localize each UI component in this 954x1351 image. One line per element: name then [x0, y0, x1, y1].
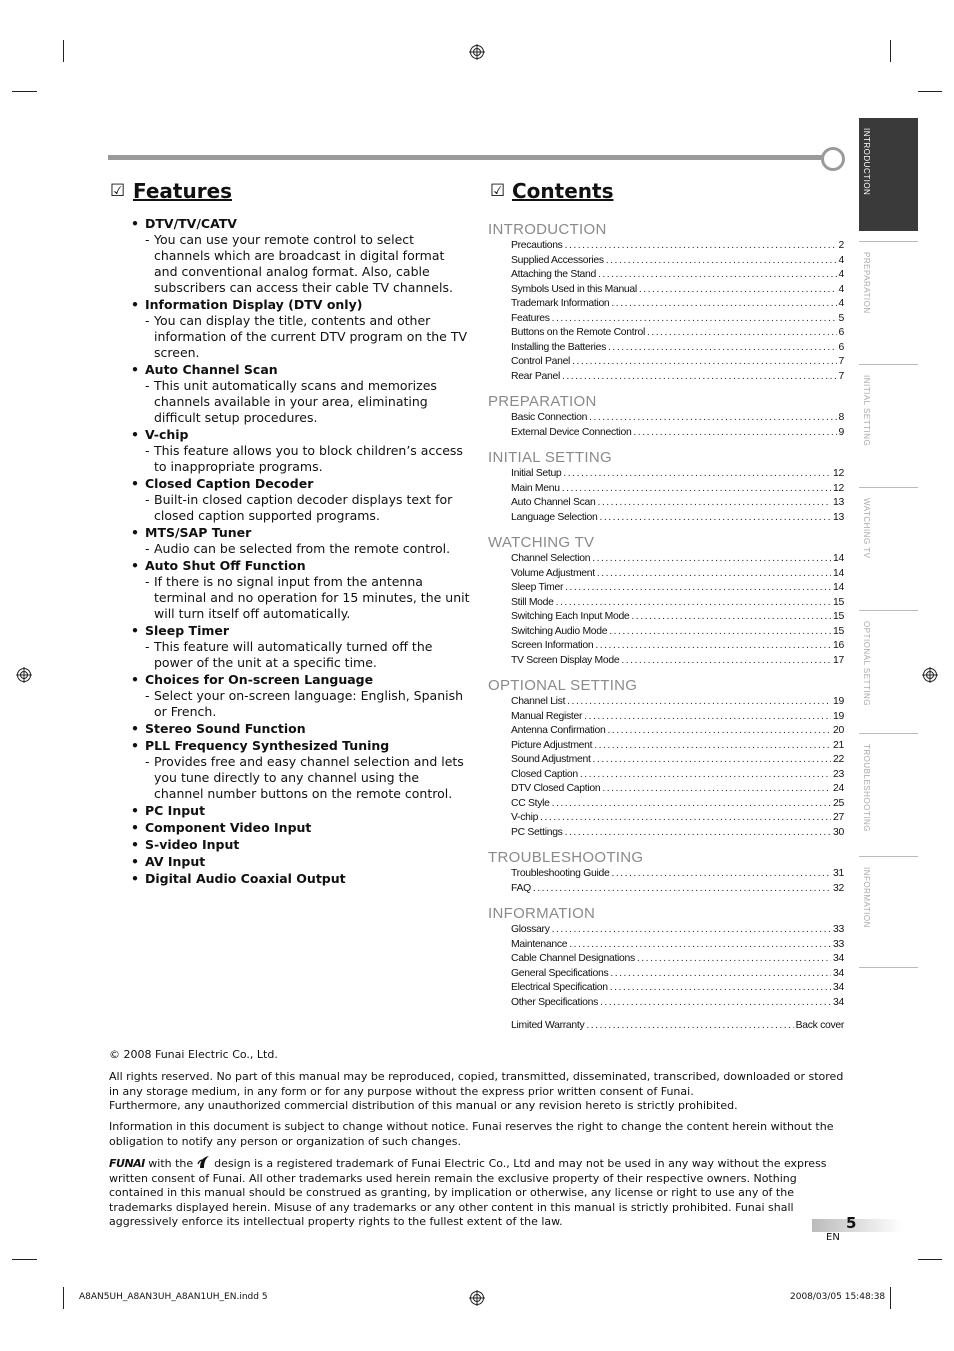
toc-entry[interactable] [488, 312, 844, 327]
toc-entry-title: Initial Setup [511, 468, 562, 479]
toc-leader [584, 710, 831, 725]
toc-entry[interactable] [488, 981, 844, 996]
toc-leader [597, 496, 831, 511]
toc-entry-page: 12 [833, 468, 844, 479]
toc-leader [608, 341, 836, 356]
toc-entry[interactable] [488, 782, 844, 797]
header-rule [108, 155, 824, 160]
feature-description: - This feature will automatically turned off the power of the unit at a specific time. [131, 639, 471, 671]
feature-description: - You can use your remote control to select channels which are broadcast in digital format and conventional analog format. Also, cable subscribers can access their cable TV channels. [131, 232, 471, 296]
funai-logo: FUNAI [109, 1157, 145, 1170]
feature-item [131, 623, 471, 671]
toc-entry-page: 14 [833, 553, 844, 564]
toc-leader [639, 283, 837, 298]
toc-entry-page: 6 [838, 341, 844, 353]
feature-title: • Sleep Timer [131, 623, 471, 639]
toc-entry-page: 6 [838, 327, 844, 338]
toc-entry-title: Antenna Confirmation [511, 725, 606, 736]
toc-entry-title: Limited Warranty [511, 1020, 585, 1031]
feature-title: • Information Display (DTV only) [131, 297, 471, 313]
side-tab-end-rule [859, 967, 918, 968]
toc-entry-page: 4 [838, 269, 844, 280]
toc-leader [598, 268, 837, 283]
feature-title: • V-chip [131, 427, 471, 443]
toc-entry-title: Rear Panel [511, 370, 560, 382]
toc-entry-page: 31 [833, 868, 844, 879]
toc-leader [540, 811, 831, 826]
toc-section [488, 849, 844, 896]
toc-entry[interactable] [488, 511, 844, 526]
feature-title: • PC Input [131, 803, 471, 819]
rights-text: All rights reserved. No part of this manual may be reproduced, copied, transmitted, disseminated, transcribed, downloaded or stored in any storage medium, in any form or for any purpose without the express prior written consent of Funai. [109, 1070, 844, 1098]
feature-item [131, 854, 471, 870]
toc-leader [609, 625, 831, 640]
registration-mark-icon [469, 44, 485, 60]
toc-entry-page: 34 [833, 996, 844, 1008]
side-tab-label: INITIAL SETTING [862, 375, 871, 447]
trademark-post: design is a registered trademark of Funai Electric Co., Ltd and may not be used in any way without the express written consent of Funai. All other trademarks used herein remain the exclusive property of their respective owners. Nothing contained in this manual should be construed as granting, by implication or otherwise, any license or right to use any of the trademarks displayed herein. Misuse of any trademarks or any other content in this manual is strictly prohibited. Funai shall aggressively enforce its intellectual property rights to the fullest extent of the law. [109, 1157, 827, 1228]
toc-entry[interactable] [488, 724, 844, 739]
toc-entry-title: Channel List [511, 696, 566, 707]
side-tab-label: WATCHING TV [862, 498, 871, 559]
feature-title: • Auto Channel Scan [131, 362, 471, 378]
toc-entry-title: Manual Register [511, 710, 583, 722]
toc-leader [647, 326, 837, 341]
toc-leader [610, 967, 831, 982]
feature-item [131, 672, 471, 720]
toc-leader [572, 355, 836, 370]
feature-title: • Stereo Sound Function [131, 721, 471, 737]
toc-leader [599, 511, 831, 526]
toc-entry-page: 25 [833, 797, 844, 809]
toc-leader [586, 1019, 793, 1034]
side-tab-label: TROUBLESHOOTING [862, 744, 871, 832]
features-list [131, 216, 471, 888]
feature-item [131, 476, 471, 524]
toc-entry[interactable] [488, 297, 844, 312]
toc-section-title: PREPARATION [488, 393, 597, 410]
toc-entry-page: 4 [838, 298, 844, 309]
toc-entry-page: 34 [833, 967, 844, 979]
page-number: 5 [846, 1214, 857, 1232]
checkbox-icon: ☑ [490, 181, 506, 201]
side-tab-optional-setting[interactable] [859, 610, 918, 724]
toc-section-title: INTRODUCTION [488, 221, 607, 238]
toc-entry-page: Back cover [795, 1020, 844, 1031]
toc-entry-title: General Specifications [511, 967, 609, 979]
feature-item [131, 558, 471, 622]
table-of-contents [488, 221, 844, 1034]
toc-entry[interactable] [488, 370, 844, 385]
feature-description: - If there is no signal input from the antenna terminal and no operation for 15 minutes, the unit will turn itself off automatically. [131, 574, 471, 622]
toc-section [488, 905, 844, 1010]
crop-mark [63, 1287, 64, 1309]
toc-section [488, 449, 844, 525]
toc-leader [565, 826, 831, 841]
toc-entry[interactable] [488, 654, 844, 669]
toc-entry[interactable] [488, 967, 844, 982]
toc-entry-title: Cable Channel Designations [511, 953, 635, 964]
toc-entry-title: Volume Adjustment [511, 567, 595, 579]
toc-leader [597, 567, 831, 582]
header-circle [821, 147, 845, 171]
toc-leader [556, 596, 831, 611]
toc-entry-warranty[interactable] [488, 1019, 844, 1034]
registration-mark-icon [922, 667, 938, 683]
toc-leader [563, 467, 831, 482]
toc-entry[interactable] [488, 826, 844, 841]
toc-leader [611, 297, 836, 312]
toc-entry[interactable] [488, 426, 844, 441]
toc-entry[interactable] [488, 610, 844, 625]
feature-title: • Closed Caption Decoder [131, 476, 471, 492]
toc-entry-title: Language Selection [511, 511, 598, 523]
feature-description: - Audio can be selected from the remote control. [131, 541, 471, 557]
toc-leader [565, 581, 831, 596]
toc-leader [552, 923, 831, 938]
toc-entry-page: 23 [833, 768, 844, 780]
crop-mark [63, 40, 64, 62]
toc-entry-page: 15 [833, 625, 844, 637]
toc-section-title: TROUBLESHOOTING [488, 849, 644, 866]
toc-entry-title: Troubleshooting Guide [511, 868, 610, 879]
toc-leader [637, 952, 831, 967]
toc-entry[interactable] [488, 695, 844, 710]
toc-entry[interactable] [488, 739, 844, 754]
toc-section-title: INITIAL SETTING [488, 449, 612, 466]
toc-entry-title: Installing the Batteries [511, 341, 607, 353]
toc-entry[interactable] [488, 355, 844, 370]
toc-entry-page: 7 [838, 370, 844, 382]
toc-entry-title: Screen Information [511, 640, 594, 651]
feature-item [131, 427, 471, 475]
toc-entry[interactable] [488, 567, 844, 582]
toc-leader [600, 996, 831, 1011]
feature-title: • Choices for On-screen Language [131, 672, 471, 688]
slug-date: 2008/03/05 15:48:38 [790, 1292, 886, 1302]
side-tab-label: INTRODUCTION [862, 128, 871, 196]
toc-entry-page: 34 [833, 953, 844, 964]
feature-title: • PLL Frequency Synthesized Tuning [131, 738, 471, 754]
feature-title: • Digital Audio Coaxial Output [131, 871, 471, 887]
toc-entry-page: 32 [833, 882, 844, 894]
toc-entry-page: 33 [833, 938, 844, 950]
feature-item [131, 216, 471, 296]
feature-description: - Built-in closed caption decoder displays text for closed caption supported programs. [131, 492, 471, 524]
toc-entry-page: 17 [833, 654, 844, 666]
toc-entry-page: 14 [833, 567, 844, 579]
toc-leader [567, 695, 831, 710]
toc-entry-title: Sleep Timer [511, 582, 564, 593]
toc-leader [595, 639, 831, 654]
toc-entry-page: 34 [833, 982, 844, 993]
toc-leader [589, 411, 836, 426]
toc-entry-page: 4 [838, 254, 844, 266]
toc-entry-title: Glossary [511, 924, 550, 935]
rights-notice [109, 1070, 849, 1114]
toc-entry-title: Symbols Used in this Manual [511, 283, 637, 295]
toc-entry-title: Electrical Specification [511, 982, 608, 993]
toc-entry-title: Auto Channel Scan [511, 497, 596, 508]
toc-entry-page: 19 [833, 710, 844, 722]
toc-section-title: INFORMATION [488, 905, 596, 922]
crop-mark [890, 1287, 891, 1309]
page-number-bar [812, 1219, 902, 1232]
change-notice: Information in this document is subject to change without notice. Funai reserves the right to change the content herein without the obligation to notify any person or organization of such changes. [109, 1120, 834, 1148]
crop-mark [12, 91, 37, 92]
toc-section [488, 393, 844, 440]
toc-entry[interactable] [488, 923, 844, 938]
feature-title: • Auto Shut Off Function [131, 558, 471, 574]
feature-item [131, 721, 471, 737]
toc-entry[interactable] [488, 482, 844, 497]
toc-entry-page: 16 [833, 640, 844, 651]
toc-leader [593, 753, 831, 768]
feature-item [131, 837, 471, 853]
toc-entry[interactable] [488, 467, 844, 482]
toc-entry-page: 24 [833, 783, 844, 794]
crop-mark [890, 40, 891, 62]
toc-entry-page: 30 [833, 826, 844, 838]
toc-entry-title: Control Panel [511, 356, 571, 367]
toc-entry-title: Attaching the Stand [511, 269, 596, 280]
toc-leader [611, 867, 831, 882]
feature-item [131, 871, 471, 887]
toc-entry[interactable] [488, 496, 844, 511]
slug-file: A8AN5UH_A8AN3UH_A8AN1UH_EN.indd 5 [79, 1292, 268, 1302]
toc-entry-page: 7 [838, 356, 844, 367]
toc-entry-title: Sound Adjustment [511, 754, 591, 765]
toc-entry-page: 19 [833, 696, 844, 707]
feature-title: • AV Input [131, 854, 471, 870]
toc-entry-page: 15 [833, 611, 844, 622]
toc-entry-page: 9 [838, 426, 844, 438]
toc-entry[interactable] [488, 996, 844, 1011]
toc-leader [565, 239, 837, 254]
feature-title: • DTV/TV/CATV [131, 216, 471, 232]
toc-leader [552, 312, 837, 327]
toc-entry-title: Main Menu [511, 482, 560, 494]
toc-entry[interactable] [488, 768, 844, 783]
toc-entry[interactable] [488, 268, 844, 283]
feature-title: • Component Video Input [131, 820, 471, 836]
toc-entry[interactable] [488, 867, 844, 882]
features-heading: Features [133, 179, 233, 203]
feature-item [131, 820, 471, 836]
toc-entry-title: CC Style [511, 797, 550, 809]
toc-entry-title: Precautions [511, 240, 563, 251]
toc-leader [592, 552, 831, 567]
toc-entry-page: 4 [838, 283, 844, 295]
toc-entry-title: Still Mode [511, 596, 554, 608]
toc-leader [594, 739, 831, 754]
language-code: EN [826, 1232, 840, 1243]
feature-item [131, 738, 471, 802]
trademark-pre: with the [148, 1157, 194, 1170]
feature-title: • MTS/SAP Tuner [131, 525, 471, 541]
side-tab-preparation[interactable] [859, 241, 918, 355]
feature-description: - Select your on-screen language: English, Spanish or French. [131, 688, 471, 720]
side-tab-information[interactable] [859, 856, 918, 970]
toc-entry[interactable] [488, 552, 844, 567]
toc-leader [621, 654, 831, 669]
toc-entry[interactable] [488, 326, 844, 341]
toc-leader [562, 370, 837, 385]
toc-entry[interactable] [488, 753, 844, 768]
toc-entry-title: Maintenance [511, 938, 568, 950]
toc-section [488, 677, 844, 840]
toc-entry[interactable] [488, 811, 844, 826]
feature-item [131, 297, 471, 361]
toc-leader [608, 724, 832, 739]
trademark-notice [109, 1155, 849, 1230]
toc-entry-title: External Device Connection [511, 426, 632, 438]
toc-entry-title: PC Settings [511, 826, 563, 838]
side-tab-troubleshooting[interactable] [859, 733, 918, 847]
toc-entry-title: Basic Connection [511, 412, 588, 423]
toc-entry[interactable] [488, 710, 844, 725]
toc-entry-title: TV Screen Display Mode [511, 654, 620, 666]
toc-entry-page: 20 [833, 725, 844, 736]
toc-entry-page: 22 [833, 754, 844, 765]
copyright: © 2008 Funai Electric Co., Ltd. [109, 1048, 278, 1061]
toc-section [488, 534, 844, 668]
toc-entry[interactable] [488, 581, 844, 596]
toc-entry-page: 12 [833, 482, 844, 494]
toc-leader [580, 768, 831, 783]
toc-entry[interactable] [488, 938, 844, 953]
toc-entry-title: Closed Caption [511, 768, 578, 780]
toc-leader [602, 782, 831, 797]
toc-entry-title: FAQ [511, 882, 531, 894]
checkbox-icon: ☑ [110, 181, 126, 201]
toc-entry-page: 33 [833, 924, 844, 935]
toc-section-title: WATCHING TV [488, 534, 595, 551]
toc-entry[interactable] [488, 254, 844, 269]
toc-entry[interactable] [488, 596, 844, 611]
toc-entry-page: 2 [838, 240, 844, 251]
registration-mark-icon [469, 1290, 485, 1306]
toc-entry-title: Channel Selection [511, 553, 591, 564]
side-tab-introduction[interactable] [859, 118, 918, 231]
toc-entry-title: Supplied Accessories [511, 254, 604, 266]
toc-entry-page: 13 [833, 511, 844, 523]
toc-leader [610, 981, 831, 996]
feature-item [131, 362, 471, 426]
toc-entry[interactable] [488, 625, 844, 640]
toc-entry-title: Picture Adjustment [511, 739, 593, 751]
toc-entry-title: Switching Audio Mode [511, 625, 608, 637]
side-tab-initial-setting[interactable] [859, 364, 918, 478]
toc-entry-page: 15 [833, 596, 844, 608]
toc-entry-page: 13 [833, 497, 844, 508]
crop-mark [918, 1259, 942, 1260]
toc-entry-page: 8 [838, 412, 844, 423]
feature-item [131, 525, 471, 557]
crop-mark [918, 91, 942, 92]
toc-entry[interactable] [488, 341, 844, 356]
toc-entry-page: 27 [833, 812, 844, 823]
toc-entry-page: 14 [833, 582, 844, 593]
toc-entry-title: Buttons on the Remote Control [511, 327, 645, 338]
registration-mark-icon [16, 667, 32, 683]
toc-leader [606, 254, 837, 269]
toc-entry[interactable] [488, 239, 844, 254]
toc-section-title: OPTIONAL SETTING [488, 677, 638, 694]
funai-design-mark-icon [197, 1155, 211, 1169]
toc-entry-title: DTV Closed Caption [511, 783, 601, 794]
toc-entry[interactable] [488, 797, 844, 812]
side-tab-label: INFORMATION [862, 867, 871, 928]
feature-description: - You can display the title, contents and other information of the current DTV program on the TV screen. [131, 313, 471, 361]
toc-entry-page: 21 [833, 739, 844, 751]
feature-description: - This feature allows you to block children’s access to inappropriate programs. [131, 443, 471, 475]
feature-title: • S-video Input [131, 837, 471, 853]
toc-leader [631, 610, 831, 625]
toc-entry[interactable] [488, 411, 844, 426]
crop-mark [12, 1259, 37, 1260]
toc-entry[interactable] [488, 882, 844, 897]
toc-leader [633, 426, 836, 441]
feature-item [131, 803, 471, 819]
side-tab-watching-tv[interactable] [859, 487, 918, 601]
toc-entry-title: Other Specifications [511, 996, 598, 1008]
side-tab-label: PREPARATION [862, 252, 871, 314]
rights-text-2: Furthermore, any unauthorized commercial distribution of this manual or any revision hereto is strictly prohibited. [109, 1099, 738, 1112]
toc-entry[interactable] [488, 283, 844, 298]
toc-entry-title: Features [511, 312, 550, 324]
toc-entry-title: Switching Each Input Mode [511, 611, 630, 622]
toc-section [488, 221, 844, 384]
toc-entry[interactable] [488, 952, 844, 967]
feature-description: - Provides free and easy channel selection and lets you tune directly to any channel using the channel number buttons on the remote control. [131, 754, 471, 802]
toc-leader [569, 938, 831, 953]
toc-entry[interactable] [488, 639, 844, 654]
toc-leader [552, 797, 831, 812]
toc-entry-page: 5 [838, 312, 844, 324]
toc-entry-title: Trademark Information [511, 298, 610, 309]
toc-leader [562, 482, 831, 497]
contents-heading: Contents [512, 179, 614, 203]
toc-leader [533, 882, 831, 897]
toc-entry-title: V-chip [511, 812, 539, 823]
side-tab-label: OPTIONAL SETTING [862, 621, 871, 707]
feature-description: - This unit automatically scans and memorizes channels available in your area, eliminating difficult setup procedures. [131, 378, 471, 426]
